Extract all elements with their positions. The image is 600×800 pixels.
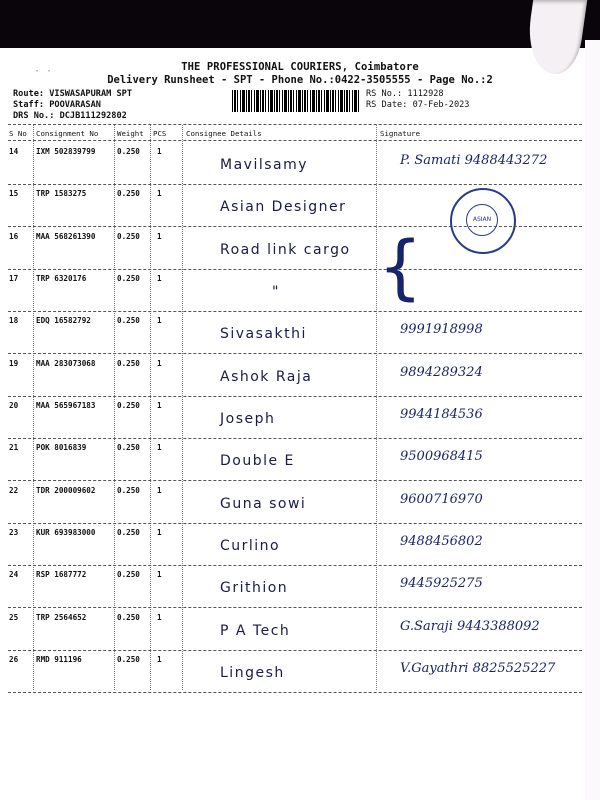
cell-consignee-handwritten: P A Tech bbox=[220, 623, 291, 639]
cell-signature: 9500968415 bbox=[400, 449, 483, 464]
cell-consignee-handwritten: Double E bbox=[220, 453, 295, 469]
document-subtitle: Delivery Runsheet - SPT - Phone No.:0422-3505555 - Page No.:2 bbox=[107, 74, 493, 86]
cell-consignee-handwritten: Guna sowi bbox=[220, 496, 307, 512]
company-stamp bbox=[450, 188, 516, 254]
cell-consignment-no: TRP 1583275 bbox=[36, 189, 87, 198]
cell-pcs: 1 bbox=[157, 274, 162, 283]
cell-sno: 22 bbox=[9, 486, 19, 495]
route-label: Route: VISWASAPURAM SPT bbox=[13, 89, 132, 99]
cell-sno: 21 bbox=[9, 443, 19, 452]
cell-sno: 26 bbox=[9, 655, 19, 664]
cell-pcs: 1 bbox=[157, 613, 162, 622]
cell-sno: 24 bbox=[9, 570, 19, 579]
cell-pcs: 1 bbox=[157, 189, 162, 198]
cell-weight: 0.250 bbox=[117, 316, 140, 325]
col-header-pcs: PCS bbox=[153, 129, 167, 138]
page-edge bbox=[585, 40, 600, 800]
row-separator bbox=[8, 607, 582, 608]
document-title: THE PROFESSIONAL COURIERS, Coimbatore bbox=[181, 61, 419, 73]
cell-signature: 9991918998 bbox=[400, 322, 483, 337]
cell-pcs: 1 bbox=[157, 359, 162, 368]
cell-weight: 0.250 bbox=[117, 401, 140, 410]
cell-sno: 25 bbox=[9, 613, 19, 622]
cell-sno: 23 bbox=[9, 528, 19, 537]
col-header-consignee: Consignee Details bbox=[186, 129, 262, 138]
cell-consignee-handwritten: Ashok Raja bbox=[220, 369, 313, 385]
column-divider bbox=[150, 125, 151, 690]
cell-pcs: 1 bbox=[157, 486, 162, 495]
row-separator bbox=[8, 692, 582, 693]
cell-signature: 9600716970 bbox=[400, 492, 483, 507]
stamp-center: ASIAN bbox=[466, 204, 498, 236]
cell-weight: 0.250 bbox=[117, 613, 140, 622]
cell-pcs: 1 bbox=[157, 655, 162, 664]
cell-weight: 0.250 bbox=[117, 570, 140, 579]
column-divider bbox=[376, 125, 377, 690]
row-separator bbox=[8, 650, 582, 651]
cell-sno: 15 bbox=[9, 189, 19, 198]
cell-signature: 9445925275 bbox=[400, 576, 483, 591]
cell-consignment-no: TRP 2564652 bbox=[36, 613, 87, 622]
cell-sno: 14 bbox=[9, 147, 19, 156]
staff-label: Staff: POOVARASAN bbox=[13, 100, 101, 110]
cell-weight: 0.250 bbox=[117, 528, 140, 537]
header-bottom-rule bbox=[8, 140, 582, 141]
cell-weight: 0.250 bbox=[117, 147, 140, 156]
row-separator bbox=[8, 353, 582, 354]
row-separator bbox=[8, 523, 582, 524]
signature-brace: { bbox=[378, 226, 423, 308]
cell-consignment-no: MAA 568261390 bbox=[36, 232, 96, 241]
cell-sno: 20 bbox=[9, 401, 19, 410]
column-divider bbox=[114, 125, 115, 690]
cell-sno: 17 bbox=[9, 274, 19, 283]
cell-sno: 16 bbox=[9, 232, 19, 241]
row-separator bbox=[8, 184, 582, 185]
cell-consignee-handwritten: Grithion bbox=[220, 580, 289, 596]
cell-consignment-no: EDQ 16582792 bbox=[36, 316, 91, 325]
scan-speck: · · bbox=[34, 66, 53, 77]
cell-consignee-handwritten: Lingesh bbox=[220, 665, 285, 681]
cell-signature: 9488456802 bbox=[400, 534, 483, 549]
scan-background-top bbox=[0, 0, 600, 48]
row-separator bbox=[8, 480, 582, 481]
header-top-rule bbox=[8, 124, 582, 125]
cell-consignee-handwritten: Mavilsamy bbox=[220, 157, 309, 173]
barcode bbox=[232, 90, 360, 112]
col-header-sno: S No bbox=[9, 129, 27, 138]
cell-weight: 0.250 bbox=[117, 655, 140, 664]
row-separator bbox=[8, 396, 582, 397]
cell-weight: 0.250 bbox=[117, 359, 140, 368]
cell-pcs: 1 bbox=[157, 443, 162, 452]
cell-sno: 18 bbox=[9, 316, 19, 325]
col-header-weight: Weight bbox=[117, 129, 144, 138]
rs-number: RS No.: 1112928 bbox=[366, 89, 444, 99]
cell-consignment-no: TDR 200009602 bbox=[36, 486, 96, 495]
cell-signature: 9944184536 bbox=[400, 407, 483, 422]
cell-consignment-no: POK 8016839 bbox=[36, 443, 87, 452]
rs-date: RS Date: 07-Feb-2023 bbox=[366, 100, 470, 110]
cell-signature: 9894289324 bbox=[400, 365, 483, 380]
cell-pcs: 1 bbox=[157, 232, 162, 241]
cell-weight: 0.250 bbox=[117, 274, 140, 283]
row-separator bbox=[8, 269, 582, 270]
cell-consignee-handwritten: Sivasakthi bbox=[220, 326, 307, 342]
cell-consignee-handwritten: Asian Designer bbox=[220, 199, 347, 215]
column-divider bbox=[33, 125, 34, 690]
cell-consignee-handwritten: Joseph bbox=[220, 411, 276, 427]
cell-consignment-no: RMD 911196 bbox=[36, 655, 82, 664]
cell-consignment-no: IXM 502839799 bbox=[36, 147, 96, 156]
cell-weight: 0.250 bbox=[117, 486, 140, 495]
cell-sno: 19 bbox=[9, 359, 19, 368]
cell-pcs: 1 bbox=[157, 570, 162, 579]
cell-signature: P. Samati 9488443272 bbox=[400, 153, 548, 168]
row-separator bbox=[8, 311, 582, 312]
cell-weight: 0.250 bbox=[117, 189, 140, 198]
cell-pcs: 1 bbox=[157, 147, 162, 156]
cell-pcs: 1 bbox=[157, 401, 162, 410]
cell-pcs: 1 bbox=[157, 528, 162, 537]
cell-consignee-handwritten: Road link cargo bbox=[220, 242, 351, 258]
row-separator bbox=[8, 565, 582, 566]
cell-signature: G.Saraji 9443388092 bbox=[400, 619, 540, 634]
cell-consignment-no: MAA 283073068 bbox=[36, 359, 96, 368]
cell-pcs: 1 bbox=[157, 316, 162, 325]
cell-consignment-no: TRP 6320176 bbox=[36, 274, 87, 283]
cell-weight: 0.250 bbox=[117, 232, 140, 241]
column-divider bbox=[182, 125, 183, 690]
cell-consignee-handwritten: " bbox=[272, 284, 280, 300]
cell-consignment-no: RSP 1687772 bbox=[36, 570, 87, 579]
drs-number: DRS No.: DCJB111292802 bbox=[13, 111, 127, 121]
cell-consignment-no: MAA 565967183 bbox=[36, 401, 96, 410]
cell-consignment-no: KUR 693983000 bbox=[36, 528, 96, 537]
cell-weight: 0.250 bbox=[117, 443, 140, 452]
cell-consignee-handwritten: Curlino bbox=[220, 538, 281, 554]
col-header-consignment: Consignment No bbox=[36, 129, 99, 138]
col-header-signature: Signature bbox=[380, 129, 421, 138]
cell-signature: V.Gayathri 8825525227 bbox=[400, 661, 556, 676]
row-separator bbox=[8, 438, 582, 439]
